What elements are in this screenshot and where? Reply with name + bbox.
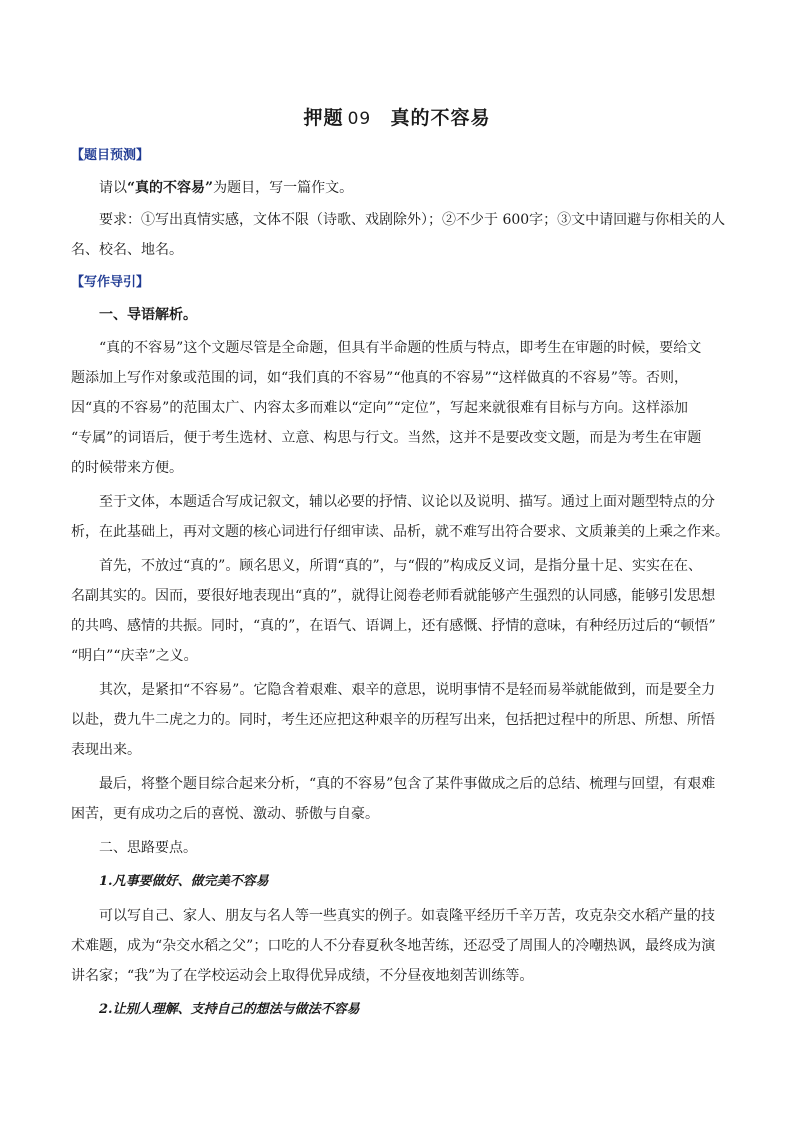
prompt-pre: 请以 — [99, 180, 127, 196]
body-line: 首先，不放过“真的”。顾名思义，所谓“真的”，与“假的”构成反义词，是指分量十足、实实在在、 — [99, 558, 702, 574]
requirement-line-1: 要求：①写出真情实感，文体不限（诗歌、戏剧除外）；②不少于 600字；③文中请回避与你相关的人 — [99, 212, 726, 228]
title-number: 09 — [347, 109, 372, 129]
prompt-post: 为题目，写一篇作文。 — [213, 180, 354, 196]
title-prefix: 押题 — [303, 107, 344, 129]
body-line: “明白”“庆幸”之义。 — [71, 648, 198, 664]
body-line: 其次，是紧扣“不容易”。它隐含着艰难、艰辛的意思，说明事情不是轻而易举就能做到，而是要全力 — [99, 682, 716, 698]
prompt-emphasis: “真的不容易” — [127, 180, 214, 196]
body-line: 可以写自己、家人、朋友与名人等一些真实的例子。如袁隆平经历千辛万苦，攻克杂交水稻产量的技 — [99, 908, 715, 924]
subheading-2: 2.让别人理解、支持自己的想法与做法不容易 — [99, 1002, 360, 1017]
section-tag-prediction: 【题目预测】 — [71, 148, 150, 163]
body-line: 析，在此基础上，再对文题的核心词进行仔细审读、品析，就不难写出符合要求、文质兼美的上乘之作来。 — [71, 524, 729, 540]
body-line: 的时候带来方便。 — [71, 460, 183, 476]
body-line: 因“真的不容易”的范围太广、内容太多而难以“定向”“定位”，写起来就很难有目标与方向。这样添加 — [71, 400, 688, 416]
prompt-line — [99, 178, 749, 198]
body-line: 以赴，费九牛二虎之力的。同时，考生还应把这种艰辛的历程写出来，包括把过程中的所思、所想、所悟 — [71, 712, 715, 728]
body-line: “真的不容易”这个文题尽管是全命题，但具有半命题的性质与特点，即考生在审题的时候，要给文 — [99, 340, 702, 356]
body-line: 至于文体，本题适合写成记叙文，辅以必要的抒情、议论以及说明、描写。通过上面对题型特点的分 — [99, 494, 715, 510]
body-line: 术难题，成为“杂交水稻之父”；口吃的人不分春夏秋冬地苦练，还忍受了周围人的冷嘲热讽，最终成为演 — [71, 938, 716, 954]
requirement-line-2: 名、校名、地名。 — [71, 242, 183, 258]
body-line: 困苦，更有成功之后的喜悦、激动、骄傲与自豪。 — [71, 806, 379, 822]
body-line: 表现出来。 — [71, 742, 141, 758]
body-line: “专属”的词语后，便于考生选材、立意、构思与行文。当然，这并不是要改变文题，而是为考生在审题 — [71, 430, 702, 446]
page-title — [0, 103, 794, 130]
body-line: 的共鸣、感情的共振。同时，“真的”，在语气、语调上，还有感慨、抒情的意味，有种经历过后的“顿悟” — [71, 618, 716, 634]
subheading-1: 1.凡事要做好、做完美不容易 — [99, 874, 269, 889]
body-line: 题添加上写作对象或范围的词，如“我们真的不容易”“他真的不容易”“这样做真的不容易”等。否则， — [71, 370, 688, 386]
heading-analysis: 一、导语解析。 — [99, 307, 197, 323]
section-tag-guide: 【写作导引】 — [71, 275, 150, 290]
heading-key-points: 二、思路要点。 — [99, 840, 197, 856]
body-line: 最后，将整个题目综合起来分析，“真的不容易”包含了某件事做成之后的总结、梳理与回望，有艰难 — [99, 776, 716, 792]
body-line: 讲名家；“我”为了在学校运动会上取得优异成绩，不分昼夜地刻苦训练等。 — [71, 968, 534, 984]
body-line: 名副其实的。因而，要很好地表现出“真的”，就得让阅卷老师看就能够产生强烈的认同感，能够引发思想 — [71, 588, 716, 604]
title-text: 真的不容易 — [390, 107, 491, 129]
